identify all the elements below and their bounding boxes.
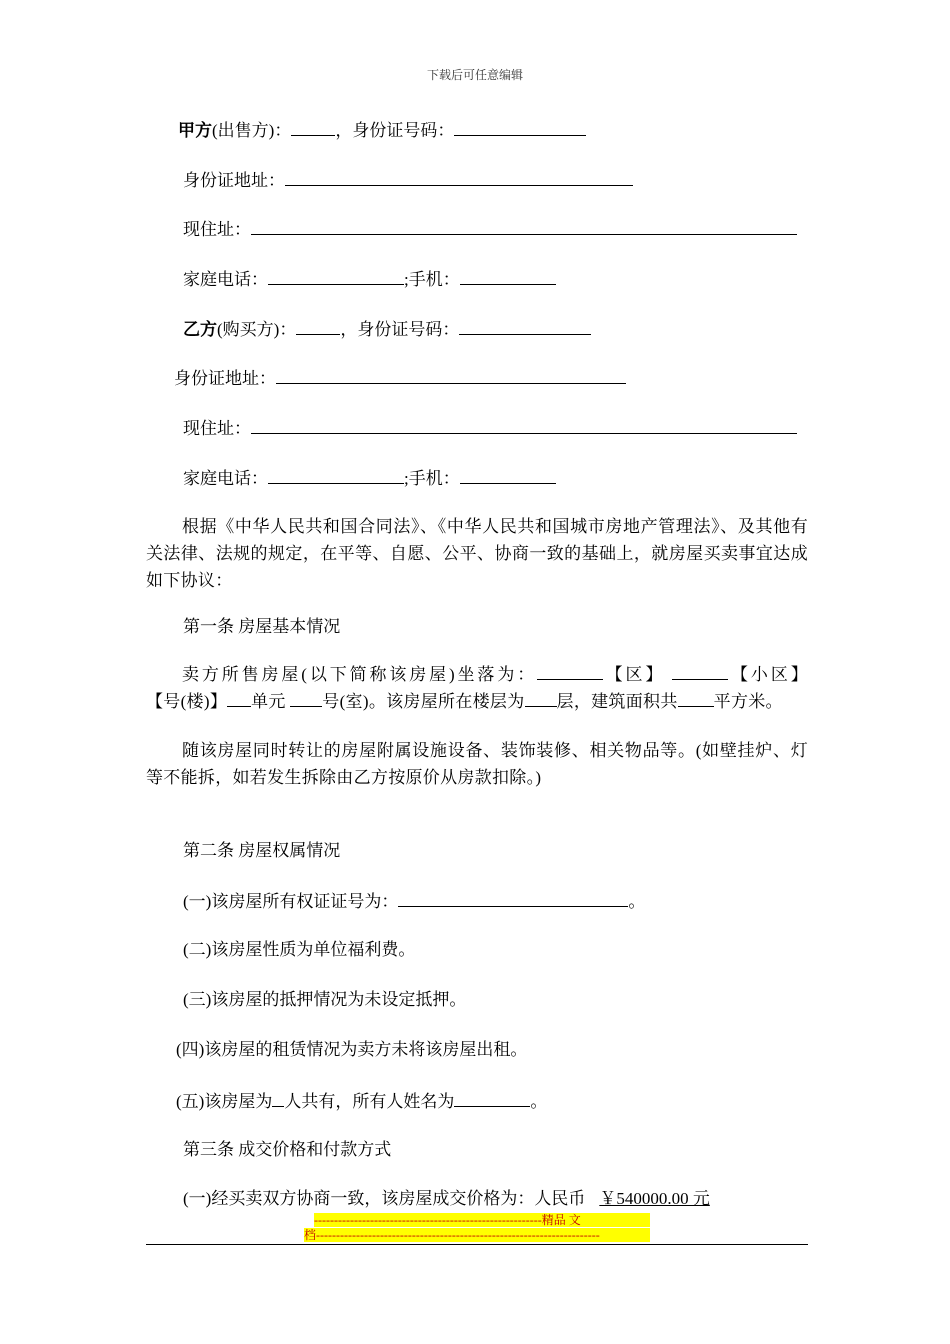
seller-line <box>178 118 586 142</box>
buyer-id-blank <box>459 317 591 335</box>
seller-current-address-line <box>183 217 797 241</box>
price-label: (一)经买卖双方协商一致，该房屋成交价格为：人民币 <box>183 1189 586 1208</box>
article1-location-paragraph <box>146 661 808 715</box>
seller-address-label: 身份证地址： <box>183 171 285 190</box>
seller-address-blank <box>285 168 633 186</box>
co-owner-label: (五)该房屋为 <box>176 1092 273 1111</box>
seller-phone-blank <box>268 267 404 285</box>
buyer-role-label: 乙方 <box>183 320 217 339</box>
area-blank <box>678 689 714 707</box>
buyer-role-suffix: (购买方)： <box>217 320 297 339</box>
article3-item1 <box>183 1188 710 1210</box>
location-label: 卖方所售房屋(以下简称该房屋)坐落为： <box>182 665 538 684</box>
floor-label: 层，建筑面积共 <box>556 692 678 711</box>
article2-item2: (二)该房屋性质为单位福利费。 <box>183 940 416 959</box>
seller-mobile-label: ;手机： <box>404 270 460 289</box>
buyer-current-address-blank <box>251 416 797 434</box>
buyer-mobile-blank <box>460 466 556 484</box>
buyer-current-address-line <box>183 416 797 440</box>
buyer-phone-line <box>183 466 556 490</box>
seller-id-blank <box>454 118 586 136</box>
area-label: 平方米。 <box>713 692 783 711</box>
community-blank <box>672 662 728 680</box>
seller-role-suffix: (出售方)： <box>212 121 292 140</box>
article3-title: 第三条 成交价格和付款方式 <box>183 1140 392 1159</box>
buyer-address-line <box>174 366 626 390</box>
building-label: 【号(楼)】 <box>146 692 228 711</box>
buyer-phone-label: 家庭电话： <box>183 469 268 488</box>
floor-blank <box>525 689 557 707</box>
certificate-end: 。 <box>628 892 646 911</box>
unit-blank <box>227 689 251 707</box>
seller-current-address-label: 现住址： <box>183 220 251 239</box>
buyer-current-address-label: 现住址： <box>183 419 251 438</box>
footer-note-line1: ---------------------------------------------------------精品 文 <box>314 1213 650 1227</box>
seller-address-line <box>183 168 633 192</box>
article1-fixtures-paragraph: 随该房屋同时转让的房屋附属设施设备、装饰装修、相关物品等。(如壁挂炉、灯等不能拆，如若发生拆除由乙方按原价从房款扣除。) <box>146 741 808 787</box>
article2-item1 <box>183 889 645 913</box>
price-value: ￥540000.00 元 <box>599 1189 710 1208</box>
district-blank <box>537 662 603 680</box>
seller-name-blank <box>291 118 335 136</box>
article2-item5 <box>176 1089 547 1113</box>
buyer-name-blank <box>296 317 340 335</box>
seller-phone-line <box>183 267 556 291</box>
buyer-phone-blank <box>268 466 404 484</box>
seller-current-address-blank <box>251 217 797 235</box>
room-label: 号(室)。该房屋所在楼层为 <box>322 692 525 711</box>
seller-role-label: 甲方 <box>178 121 212 140</box>
preamble-paragraph: 根据《中华人民共和国合同法》、《中华人民共和国城市房地产管理法》、及其他有关法律、法规的规定，在平等、自愿、公平、协商一致的基础上，就房屋买卖事宜达成如下协议： <box>146 517 808 590</box>
bottom-rule <box>146 1244 808 1245</box>
page-header: 下载后可任意编辑 <box>426 68 523 82</box>
co-owner-count-blank <box>272 1089 284 1107</box>
seller-mobile-blank <box>460 267 556 285</box>
room-blank <box>290 689 322 707</box>
certificate-label: (一)该房屋所有权证证号为： <box>183 892 399 911</box>
seller-phone-label: 家庭电话： <box>183 270 268 289</box>
article2-item3: (三)该房屋的抵押情况为未设定抵押。 <box>183 990 467 1009</box>
buyer-address-label: 身份证地址： <box>174 369 276 388</box>
buyer-line <box>183 317 591 341</box>
article1-title: 第一条 房屋基本情况 <box>183 617 341 636</box>
community-label: 【小区】 <box>728 665 808 684</box>
unit-label: 单元 <box>251 692 286 711</box>
owner-names-label: 人共有，所有人姓名为 <box>284 1092 455 1111</box>
buyer-mobile-label: ;手机： <box>404 469 460 488</box>
buyer-address-blank <box>276 366 626 384</box>
owner-names-end: 。 <box>530 1092 548 1111</box>
district-label: 【区】 <box>603 665 666 684</box>
seller-id-label: ，身份证号码： <box>335 121 455 140</box>
article2-title: 第二条 房屋权属情况 <box>183 841 341 860</box>
footer-note-line2: 档----------------------------------------------------------------------- <box>304 1228 650 1242</box>
owner-names-blank <box>454 1089 530 1107</box>
certificate-blank <box>398 889 628 907</box>
article2-item4: (四)该房屋的租赁情况为卖方未将该房屋出租。 <box>176 1040 528 1059</box>
buyer-id-label: ，身份证号码： <box>340 320 460 339</box>
